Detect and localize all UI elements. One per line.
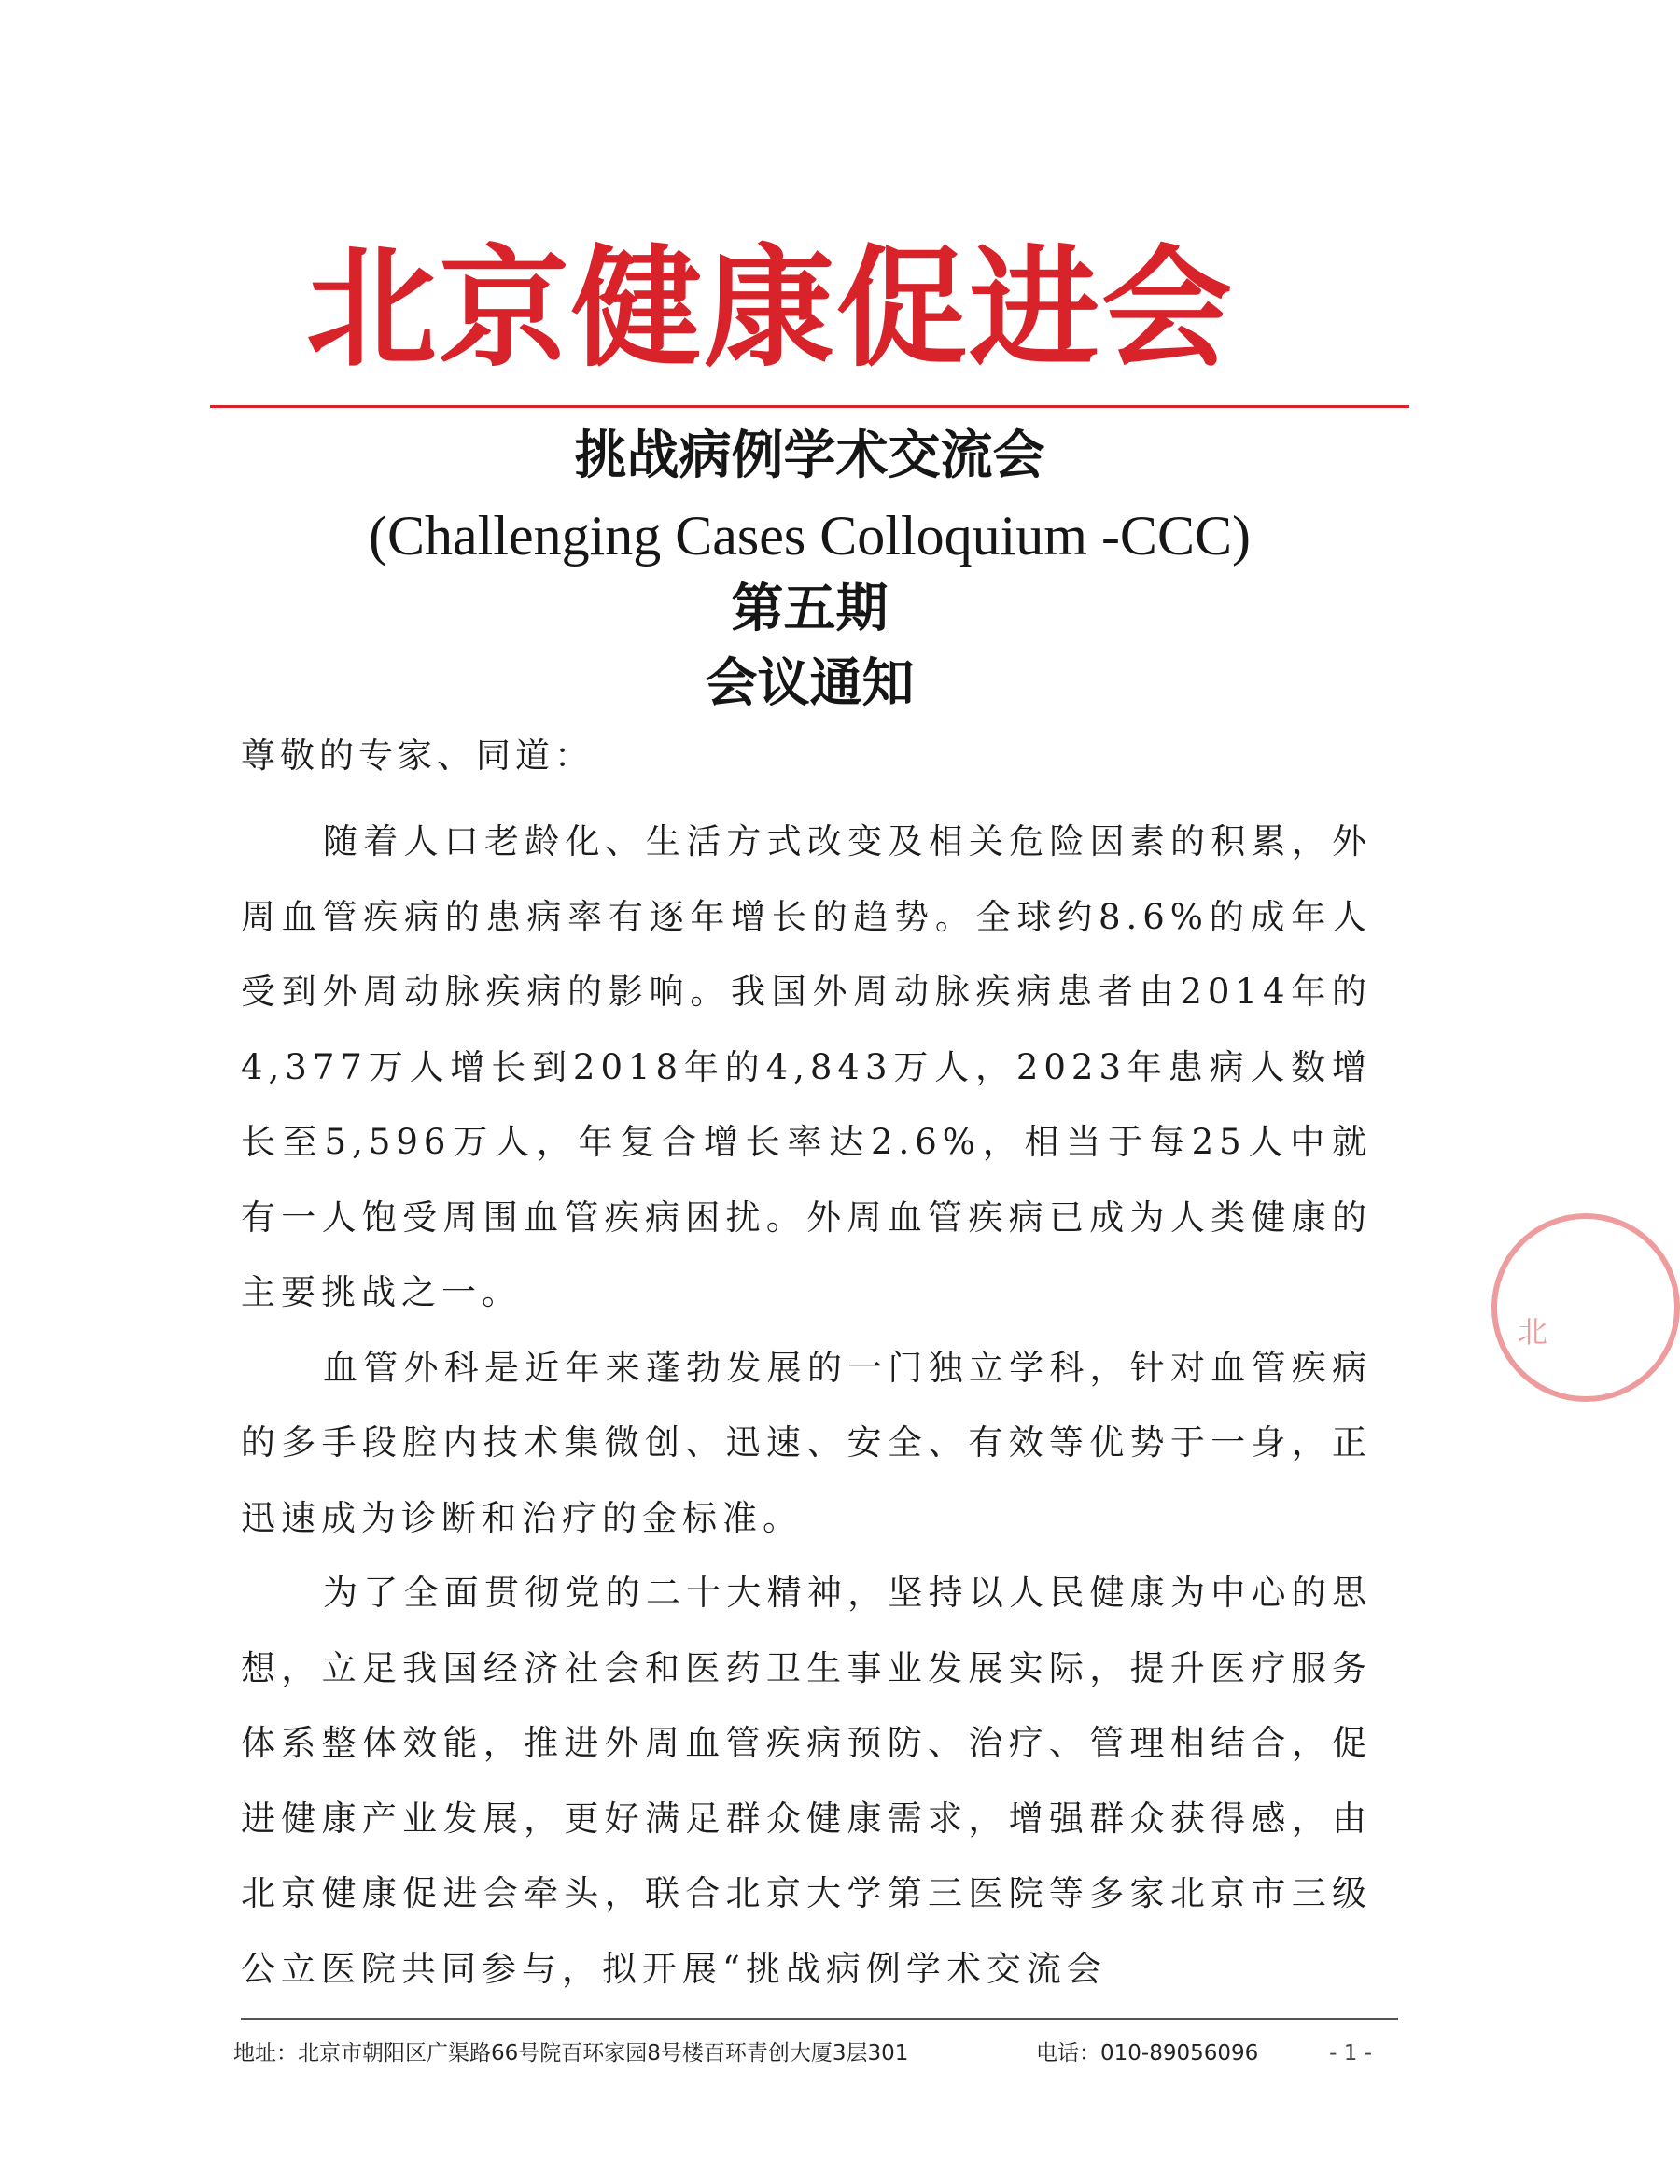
letterhead-divider xyxy=(210,405,1409,408)
salutation: 尊敬的专家、同道： xyxy=(241,735,594,776)
paragraph-1: 随着人口老龄化、生活方式改变及相关危险因素的积累，外周血管疾病的患病率有逐年增长的趋势。全球约8.6%的成年人受到外周动脉疾病的影响。我国外周动脉疾病患者由2014年的4,377万人增长到2018年的4,843万人，2023年患病人数增长至5,596万人，年复合增长率达2.6%，相当于每25人中就有一人饱受周围血管疾病困扰。外周血管疾病已成为人类健康的主要挑战之一。 xyxy=(241,821,1372,1312)
page-number: - 1 - xyxy=(1329,2041,1372,2065)
notice-issue: 第五期 xyxy=(731,578,889,639)
paragraph-2: 血管外科是近年来蓬勃发展的一门独立学科，针对血管疾病的多手段腔内技术集微创、迅速、安全、有效等优势于一身，正迅速成为诊断和治疗的金标准。 xyxy=(241,1347,1372,1538)
footer-phone: 电话：010-89056096 xyxy=(1036,2041,1259,2065)
notice-title: 挑战病例学术交流会 xyxy=(574,425,1045,486)
official-seal-stamp xyxy=(1491,1213,1680,1402)
footer-divider xyxy=(241,2018,1398,2020)
letterhead-org-name: 北京健康促进会 xyxy=(305,233,1234,385)
body-text xyxy=(241,805,1372,2007)
footer-address: 地址：北京市朝阳区广渠路66号院百环家园8号楼百环青创大厦3层301 xyxy=(233,2041,909,2065)
seal-character: 北 xyxy=(1518,1314,1548,1350)
notice-type: 会议通知 xyxy=(705,652,915,714)
footer xyxy=(233,2035,1372,2072)
notice-subtitle-english: (Challenging Cases Colloquium -CCC) xyxy=(369,505,1251,567)
paragraph-3: 为了全面贯彻党的二十大精神，坚持以人民健康为中心的思想，立足我国经济社会和医药卫生事业发展实际，提升医疗服务体系整体效能，推进外周血管疾病预防、治疗、管理相结合，促进健康产业发展，更好满足群众健康需求，增强群众获得感，由北京健康促进会牵头，联合北京大学第三医院等多家北京市三级公立医院共同参与，拟开展“挑战病例学术交流会 xyxy=(241,1573,1372,1989)
